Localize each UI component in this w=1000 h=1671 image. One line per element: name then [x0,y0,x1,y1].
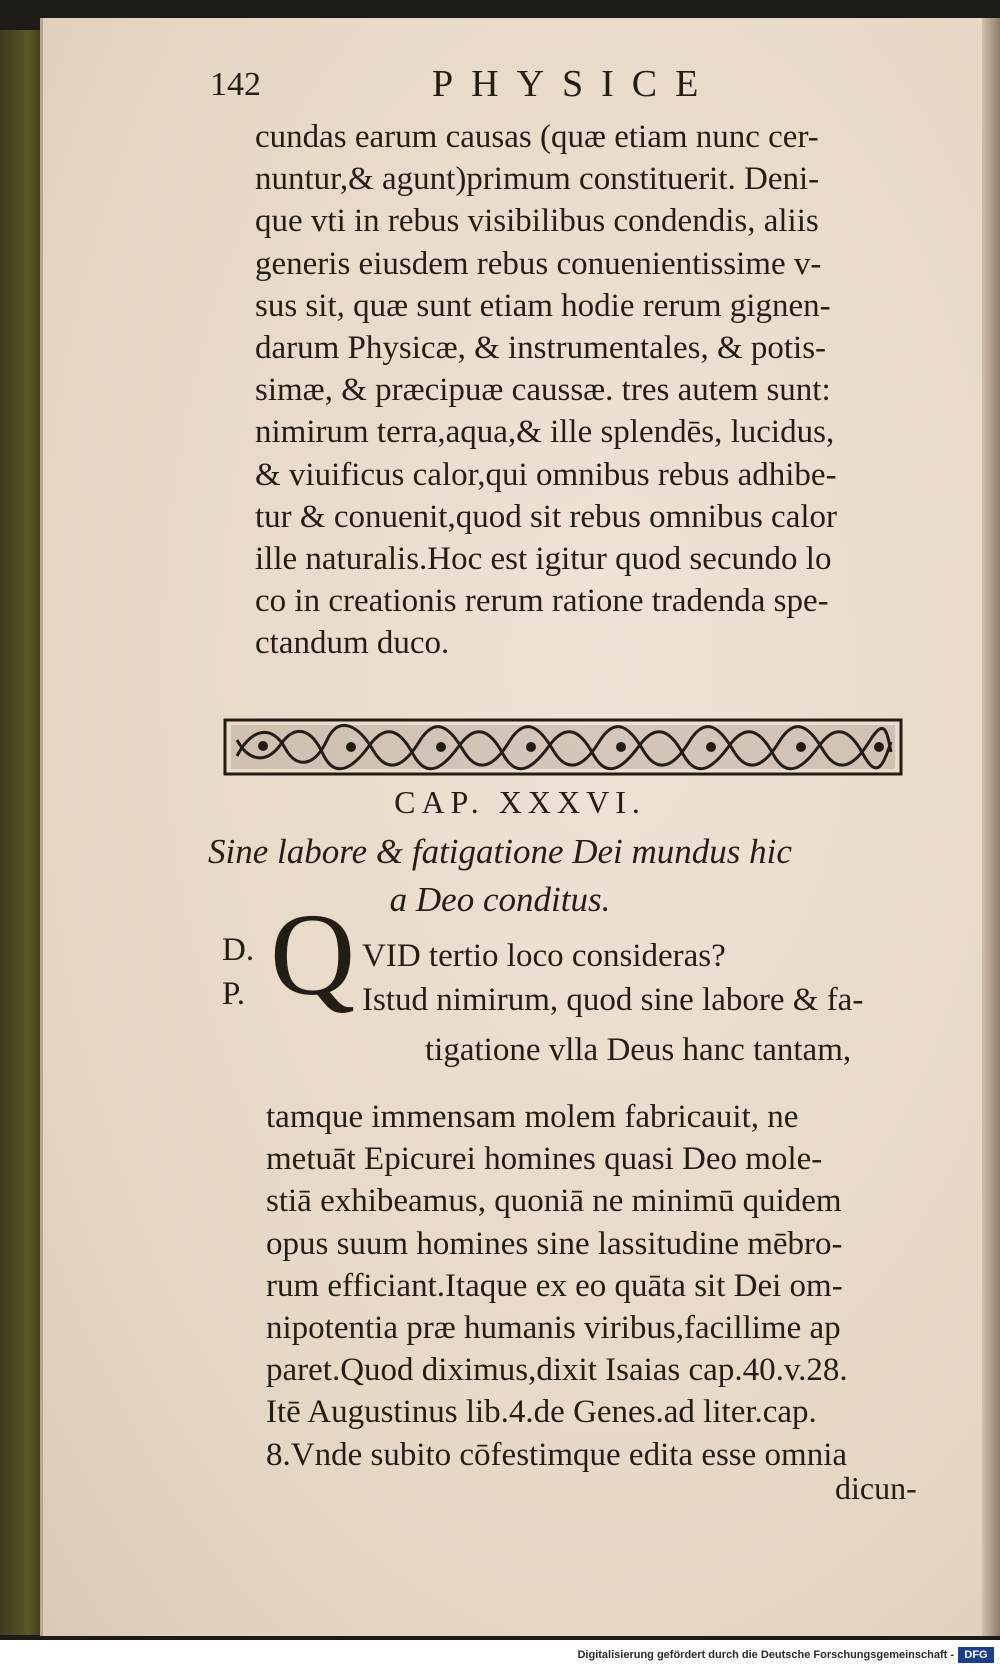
funding-credit: Digitalisierung gefördert durch die Deutsche Forschungsgemeinschaft - [577,1649,954,1661]
text-line: ctandum duco. [255,625,450,662]
text-line: nimirum terra,aqua,& ille splendēs, lucidus, [255,414,835,451]
dfg-logo: DFG [958,1647,994,1663]
text-line: sus sit, quæ sunt etiam hodie rerum gignen- [255,287,831,324]
text-line: Itē Augustinus lib.4.de Genes.ad liter.cap. [266,1394,817,1431]
paragraph-2 [266,1096,946,1476]
text-line: metuāt Epicurei homines quasi Deo mole- [266,1141,823,1178]
chapter-subtitle-line-1: Sine labore & fatigatione Dei mundus hic [208,832,792,871]
text-line: cundas earum causas (quæ etiam nunc cer- [255,119,819,155]
drop-capital: Q [270,889,356,1020]
running-title: PHYSICE [432,63,717,105]
text-line: tur & conuenit,quod sit rebus omnibus calor [255,498,837,535]
chapter-heading: CAP. XXXVI. [394,784,646,820]
text-line: 8.Vnde subito cōfestimque edita esse omnia [266,1436,848,1473]
text-line: nipotentia præ humanis viribus,facillime ap [266,1309,841,1346]
dialogue-line-2: Istud nimirum, quod sine labore & fa- [362,982,864,1018]
speaker-d: D. [222,932,255,968]
text-line: opus suum homines sine lassitudine mēbro- [266,1225,843,1262]
text-line: ille naturalis.Hoc est igitur quod secundo lo [255,540,832,577]
page-fore-edge [982,18,1000,1636]
text-line: stiā exhibeamus, quoniā ne minimū quidem [266,1183,842,1220]
text-line: darum Physicæ, & instrumentales, & potis- [255,329,827,366]
page-number: 142 [210,66,261,103]
text-line: nuntur,& agunt)primum constituerit. Deni- [255,161,820,198]
text-line: simæ, & præcipuæ caussæ. tres autem sunt: [255,372,831,409]
text-line: generis eiusdem rebus conuenientissime v- [255,245,822,282]
text-line: que vti in rebus visibilibus condendis, aliis [255,203,819,240]
dialogue-line-3: tigatione vlla Deus hanc tantam, [425,1032,852,1068]
text-line: tamque immensam molem fabricauit, ne [266,1099,799,1135]
chapter-subtitle-line-2: a Deo conditus. [389,880,611,919]
paragraph-1 [255,116,935,664]
text-line: rum efficiant.Itaque ex eo quāta sit Dei om- [266,1267,843,1304]
digitization-footer [0,1640,1000,1671]
text-line: paret.Quod diximus,dixit Isaias cap.40.v.28. [266,1352,848,1389]
text-line: co in creationis rerum ratione tradenda spe- [255,583,829,620]
text-line: & viuificus calor,qui omnibus rebus adhibe- [255,456,837,493]
catchword: dicun- [835,1470,917,1506]
speaker-p: P. [222,976,245,1012]
dialogue-line-1: VID tertio loco consideras? [362,938,726,974]
ornament-band [223,716,903,778]
